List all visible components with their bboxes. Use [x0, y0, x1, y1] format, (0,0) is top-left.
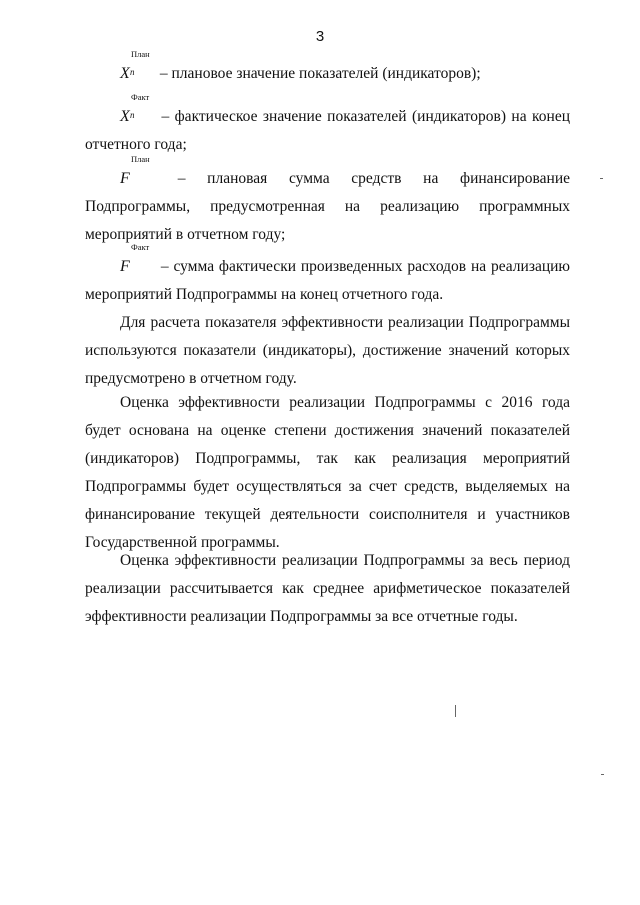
symbol-x-plan	[120, 49, 156, 88]
symbol-f-fact	[120, 242, 156, 281]
scan-mark	[600, 178, 603, 179]
definition-text: – плановая сумма средств на финансирование Подпрограммы, предусмотренная на реализацию программных мероприятий в отчетном году;	[85, 170, 570, 243]
scan-mark	[455, 705, 456, 717]
definition-text: – сумма фактически произведенных расходов на реализацию мероприятий Подпрограммы на конец отчетного года.	[85, 258, 571, 303]
paragraph-evaluation-basis: Оценка эффективности реализации Подпрограммы с 2016 года будет основана на оценке степени достижения значений показателей (индикаторов) Подпрограммы, так как реализация мероприятий Подпрограммы будет осуществляться за счет средств, выделяемых на финансирование текущей деятельности соисполнителя и участников Государственной программы.	[85, 394, 570, 551]
symbol-subscript: n	[130, 110, 135, 120]
paragraph-indicators: Для расчета показателя эффективности реализации Подпрограммы используются показатели (индикаторы), достижение значений которых предусмотрено в отчетном году.	[85, 314, 570, 387]
definition-x-plan	[85, 49, 570, 88]
paragraph-evaluation-period: Оценка эффективности реализации Подпрограммы за весь период реализации рассчитывается как среднее арифметическое показателей эффективности реализации Подпрограммы за все отчетные годы.	[85, 552, 570, 625]
definition-text: – плановое значение показателей (индикаторов);	[159, 65, 481, 82]
symbol-letter: F	[120, 258, 130, 275]
definition-x-fact	[85, 92, 571, 159]
symbol-f-plan	[120, 154, 156, 193]
symbol-superscript: План	[131, 49, 150, 59]
definition-f-fact	[85, 242, 571, 309]
definition-text: – фактическое значение показателей (индикаторов) на конец отчетного года;	[85, 108, 571, 153]
symbol-superscript: Факт	[131, 92, 150, 102]
symbol-letter: X	[120, 108, 130, 125]
definition-f-plan	[85, 154, 570, 249]
symbol-letter: F	[120, 170, 130, 187]
symbol-letter: X	[120, 65, 130, 82]
symbol-superscript: Факт	[131, 242, 150, 252]
scan-mark	[601, 774, 604, 775]
symbol-x-fact	[120, 92, 156, 131]
page-number: 3	[315, 28, 325, 45]
symbol-subscript: n	[130, 67, 135, 77]
symbol-superscript: План	[131, 154, 150, 164]
